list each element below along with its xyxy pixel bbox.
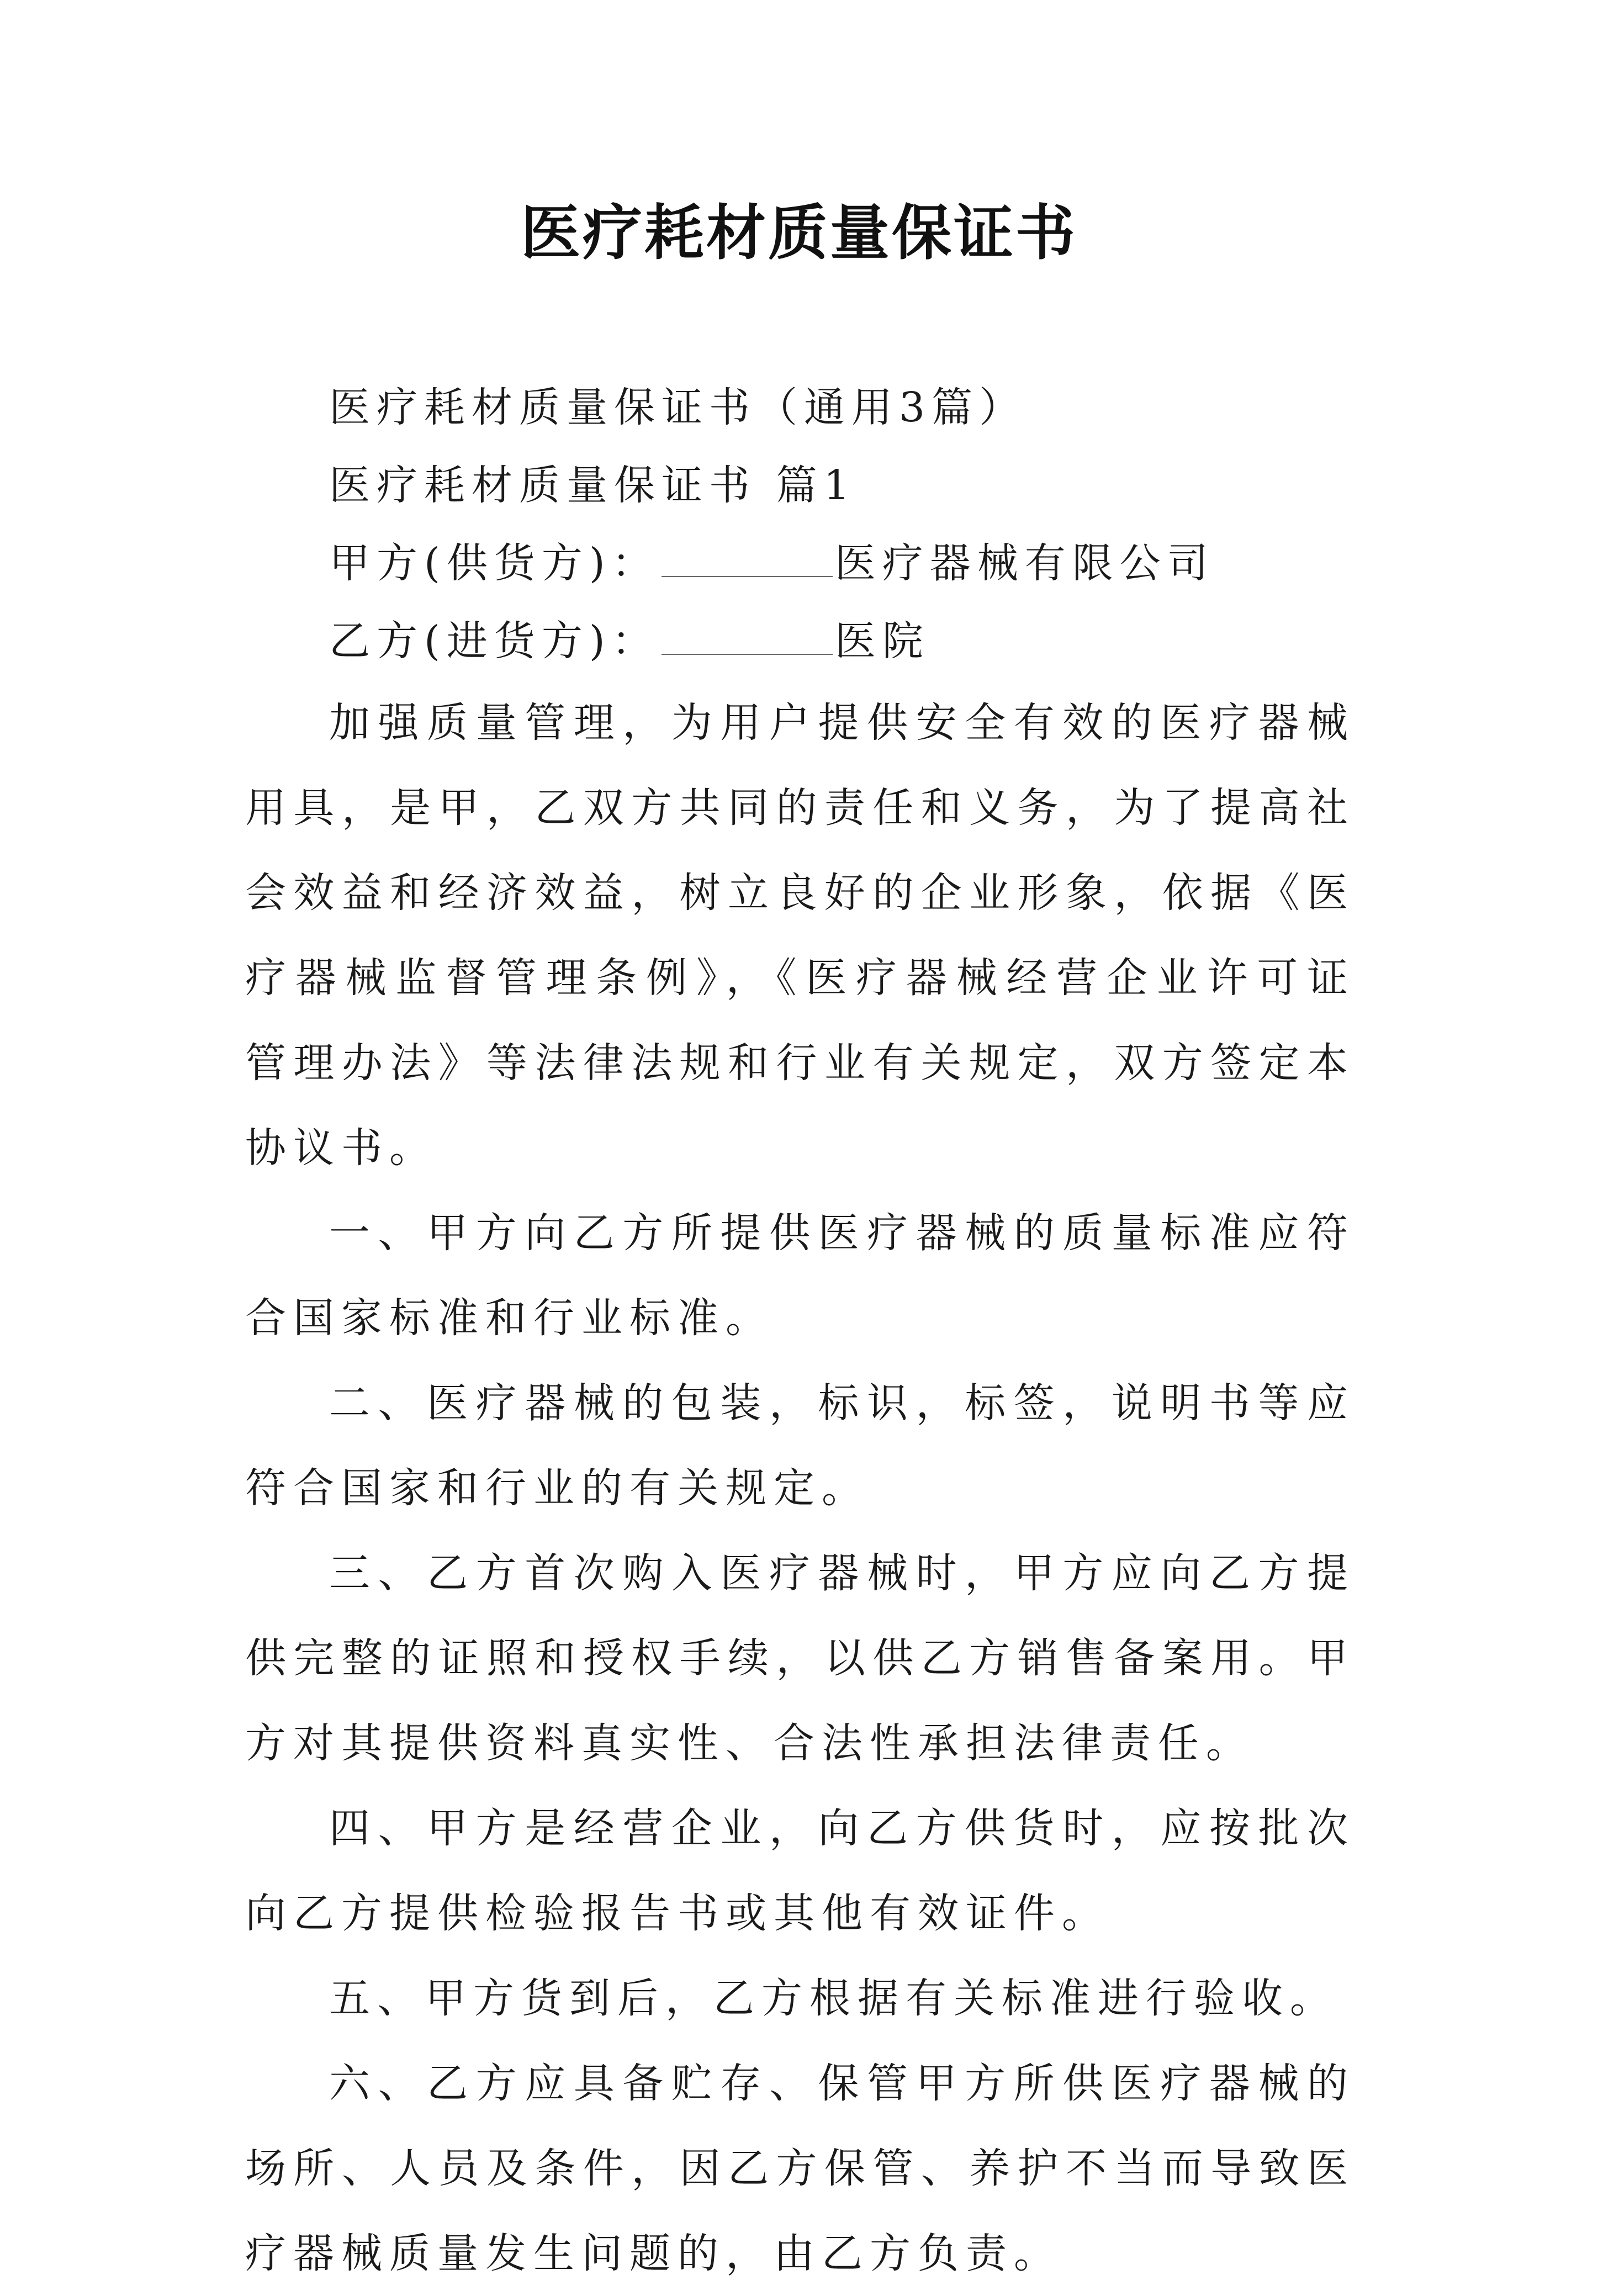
paragraph-clause-2: 二、医疗器械的包装，标识，标签，说明书等应符合国家和行业的有关规定。 — [245, 1379, 1355, 1512]
party-b-value: 医院 — [834, 617, 930, 665]
party-b-blank — [662, 625, 833, 655]
party-a-line — [245, 525, 1355, 602]
party-a-value: 医疗器械有限公司 — [834, 539, 1215, 587]
paragraph-intro: 加强质量管理，为用户提供安全有效的医疗器械用具，是甲，乙双方共同的责任和义务，为了提高社会效益和经济效益，树立良好的企业形象，依据《医疗器械监督管理条例》，《医疗器械经营企业许可证管理办法》等法律法规和行业有关规定，双方签定本协议书。 — [245, 699, 1355, 1172]
paragraph-clause-4: 四、甲方是经营企业，向乙方供货时，应按批次向乙方提供检验报告书或其他有效证件。 — [245, 1805, 1355, 1937]
paragraph-clause-3: 三、乙方首次购入医疗器械时，甲方应向乙方提供完整的证照和授权手续，以供乙方销售备案用。甲方对其提供资料真实性、合法性承担法律责任。 — [245, 1549, 1355, 1767]
party-a-blank — [662, 547, 833, 577]
paragraph-clause-1: 一、甲方向乙方所提供医疗器械的质量标准应符合国家标准和行业标准。 — [245, 1209, 1355, 1342]
paragraph-clause-6: 六、乙方应具备贮存、保管甲方所供医疗器械的场所、人员及条件，因乙方保管、养护不当而导致医疗器械质量发生问题的，由乙方负责。 — [245, 2060, 1355, 2277]
document-body — [245, 369, 1355, 2296]
paragraph-clause-5: 五、甲方货到后，乙方根据有关标准进行验收。 — [329, 1975, 1338, 2022]
document-title: 医疗耗材质量保证书 — [520, 198, 1077, 268]
section-heading: 医疗耗材质量保证书 篇1 — [329, 462, 856, 509]
party-a-label: 甲方(供货方)： — [329, 539, 659, 587]
party-b-label: 乙方(进货方)： — [329, 617, 659, 665]
document-subtitle: 医疗耗材质量保证书（通用3篇） — [329, 384, 1027, 431]
party-b-line — [245, 602, 1355, 680]
